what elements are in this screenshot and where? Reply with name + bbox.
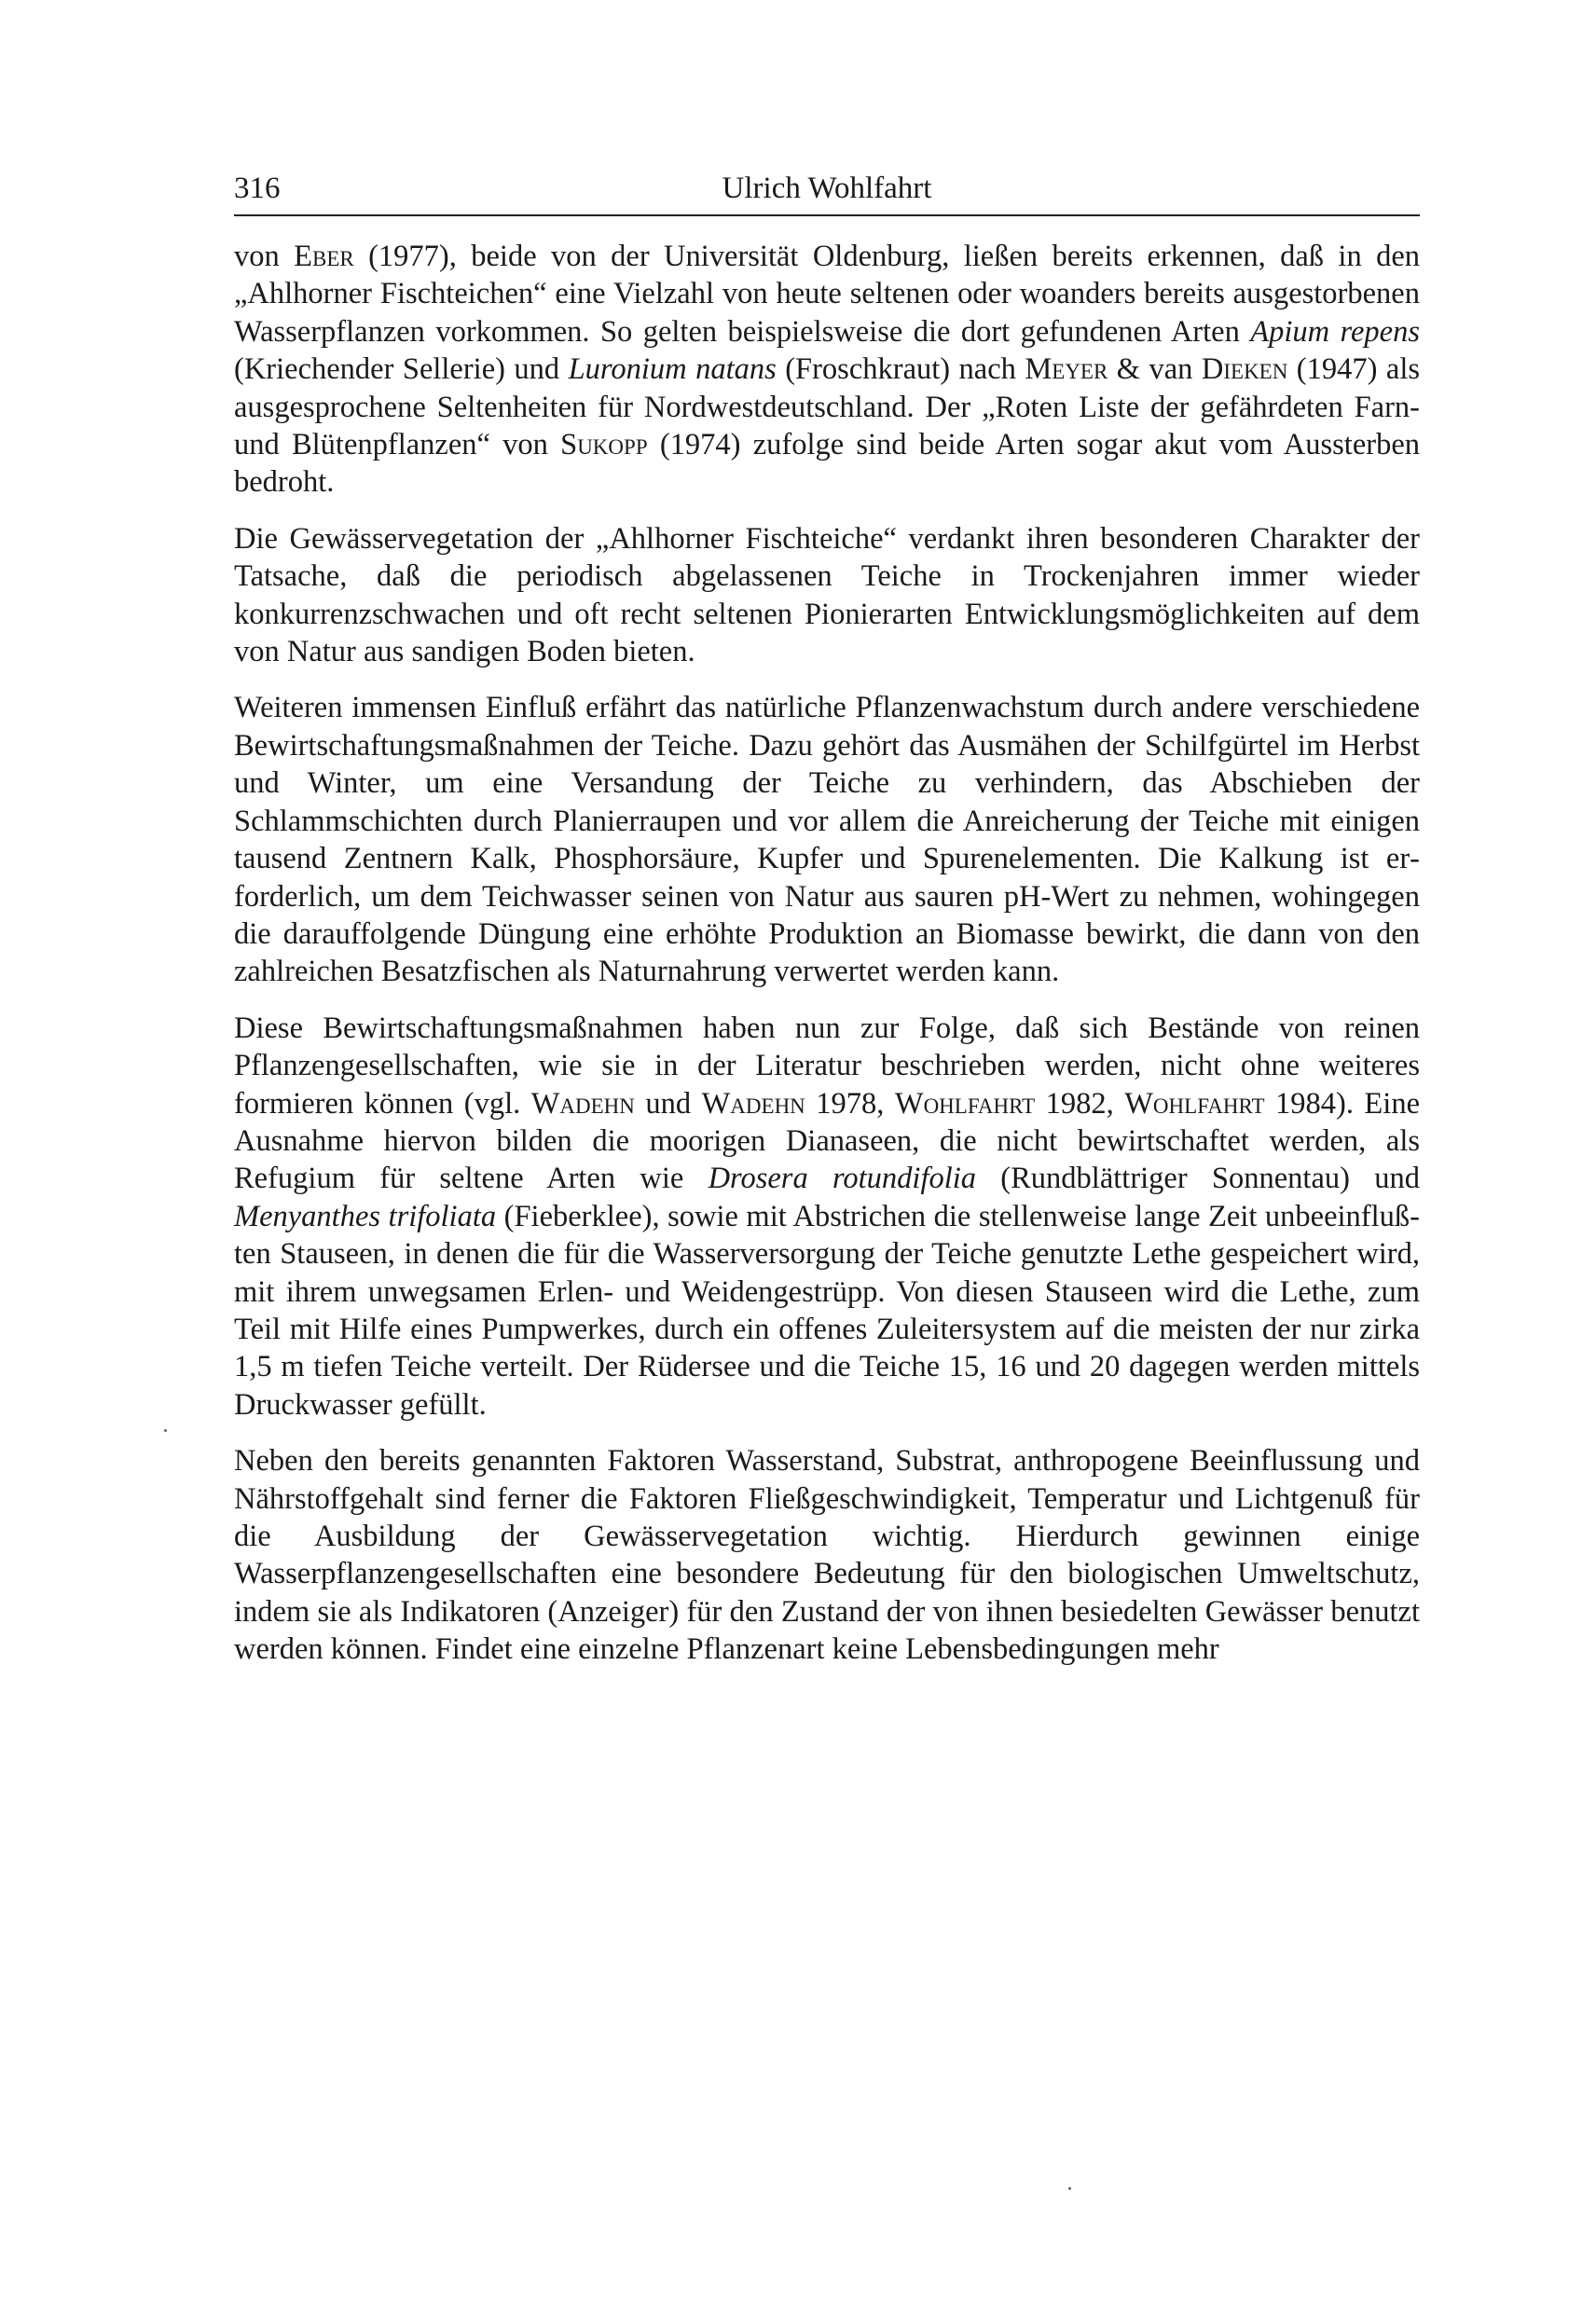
scan-speck [164, 1429, 167, 1432]
author-name: Wohlfahrt [1124, 1086, 1265, 1121]
text-run: (1974) zufolge sind beide Arten sogar akut vom Aussterben bedroht. [234, 428, 1420, 500]
species-name: Apium repens [1250, 314, 1420, 349]
author-name: Wohlfahrt [894, 1086, 1036, 1121]
text-run: (Rundblättriger Sonnentau) und [976, 1162, 1420, 1196]
species-name: Drosera rotundifolia [708, 1162, 977, 1196]
page-number: 316 [234, 172, 281, 205]
text-run: (Froschkraut) nach [776, 352, 1025, 387]
text-run: (Fieberklee), sowie mit Abstrichen die stellenweise lange Zeit unbeeinflußten Stauseen, in denen die für die Wasserversorgung der Teiche genutzte Lethe gespeichert wird, mit ihrem unwegsamen Erlen- und Weidengestrüpp. Von diesen Stauseen wird die Lethe, zum Teil mit Hilfe eines Pumpwerkes, durch ein offenes Zuleitersystem auf die meisten der nur zirka 1,5 m tiefen Teiche verteilt. Der Rüdersee und die Teiche 15, 16 und 20 dagegen werden mittels Druckwasser gefüllt. [234, 1199, 1420, 1422]
species-name: Menyanthes trifoliata [234, 1199, 497, 1233]
author-name: Wadehn [530, 1086, 635, 1121]
text-run: von [234, 240, 295, 273]
author-name: Wadehn [701, 1086, 805, 1121]
page-header [234, 168, 1420, 216]
text-run: (1947) als ausgesprochene Seltenheiten für Nordwestdeutschland. Der „Roten Liste der gefährdeten Farn- und Blütenpflanzen“ von [234, 352, 1420, 462]
text-run: Weiteren immensen Einfluß erfährt das natürliche Pflanzenwachstum durch andere verschiedene Bewirtschaftungsmaßnahmen der Teiche. Dazu gehört das Ausmähen der Schilfgürtel im Herbst und Winter, um eine Versandung der Teiche zu verhindern, das Abschieben der Schlammschichten durch Planierraupen und vor allem die Anreicherung der Teiche mit einigen tausend Zentnern Kalk, Phosphorsäure, Kupfer und Spurenelementen. Die Kalkung ist erforderlich, um dem Teichwasser seinen von Natur aus sauren pH-Wert zu nehmen, wohingegen die darauffolgende Düngung eine erhöhte Produktion an Biomasse bewirkt, die dann von den zahlreichen Besatzfischen als Naturnahrung verwertet werden kann. [234, 691, 1420, 989]
running-head: Ulrich Wohlfahrt [722, 172, 932, 205]
paragraph [234, 689, 1420, 990]
species-name: Luronium natans [568, 352, 777, 387]
text-run: Die Gewässervegetation der „Ahlhorner Fischteiche“ verdankt ihren besonderen Charakter der Tatsache, daß die periodisch abgelassenen Teiche in Trockenjahren immer wieder konkurrenzschwachen und oft recht seltenen Pionierarten Entwicklungsmöglichkeiten auf dem von Natur aus sandigen Boden bieten. [234, 521, 1420, 669]
paragraph [234, 1010, 1420, 1424]
author-name: Sukopp [560, 428, 648, 462]
author-name: Dieken [1201, 352, 1288, 387]
text-run: Diese Bewirtschaftungsmaßnahmen haben nun zur Folge, daß sich Bestände von reinen Pflanzengesellschaften, wie sie in der Literatur beschrieben werden, nicht ohne weiteres formieren können (vgl. [234, 1011, 1420, 1121]
author-name: Meyer [1025, 352, 1108, 387]
text-run: 1982, [1035, 1086, 1125, 1121]
author-name: Eber [294, 240, 354, 273]
text-run: Neben den bereits genannten Faktoren Wasserstand, Substrat, anthropogene Beeinflussung und Nährstoffgehalt sind ferner die Faktoren Fließgeschwindigkeit, Temperatur und Lichtgenuß für die Ausbildung der Gewässervegetation wichtig. Hierdurch gewinnen einige Wasserpflanzengesellschaften eine besondere Bedeutung für den biologischen Umweltschutz, indem sie als Indikatoren (Anzeiger) für den Zustand der von ihnen besiedelten Gewässer benutzt werden können. Findet eine einzelne Pflanzenart keine Lebensbedingungen mehr [234, 1444, 1420, 1667]
body-text [234, 238, 1420, 1669]
text-run: und [634, 1086, 702, 1121]
text-run: (1977), beide von der Universität Oldenburg, ließen bereits erkennen, daß in den „Ahlhorner Fischteichen“ eine Vielzahl von heute seltenen oder woanders bereits ausgestorbenen Wasserpflanzen vorkommen. So gelten beispielsweise die dort gefundenen Arten [234, 240, 1421, 349]
paragraph [234, 520, 1420, 671]
text-run: 1978, [805, 1086, 895, 1121]
scan-speck [1068, 2187, 1071, 2190]
text-run: 1984). Eine Ausnahme hiervon bilden die moorigen Dianaseen, die nicht bewirtschaftet werden, als Refugium für seltene Arten wie [234, 1086, 1420, 1196]
text-run: & van [1108, 352, 1202, 387]
paragraph [234, 1442, 1420, 1668]
page [234, 168, 1420, 1687]
text-run: (Kriechender Sellerie) und [234, 352, 569, 387]
paragraph [234, 238, 1420, 502]
